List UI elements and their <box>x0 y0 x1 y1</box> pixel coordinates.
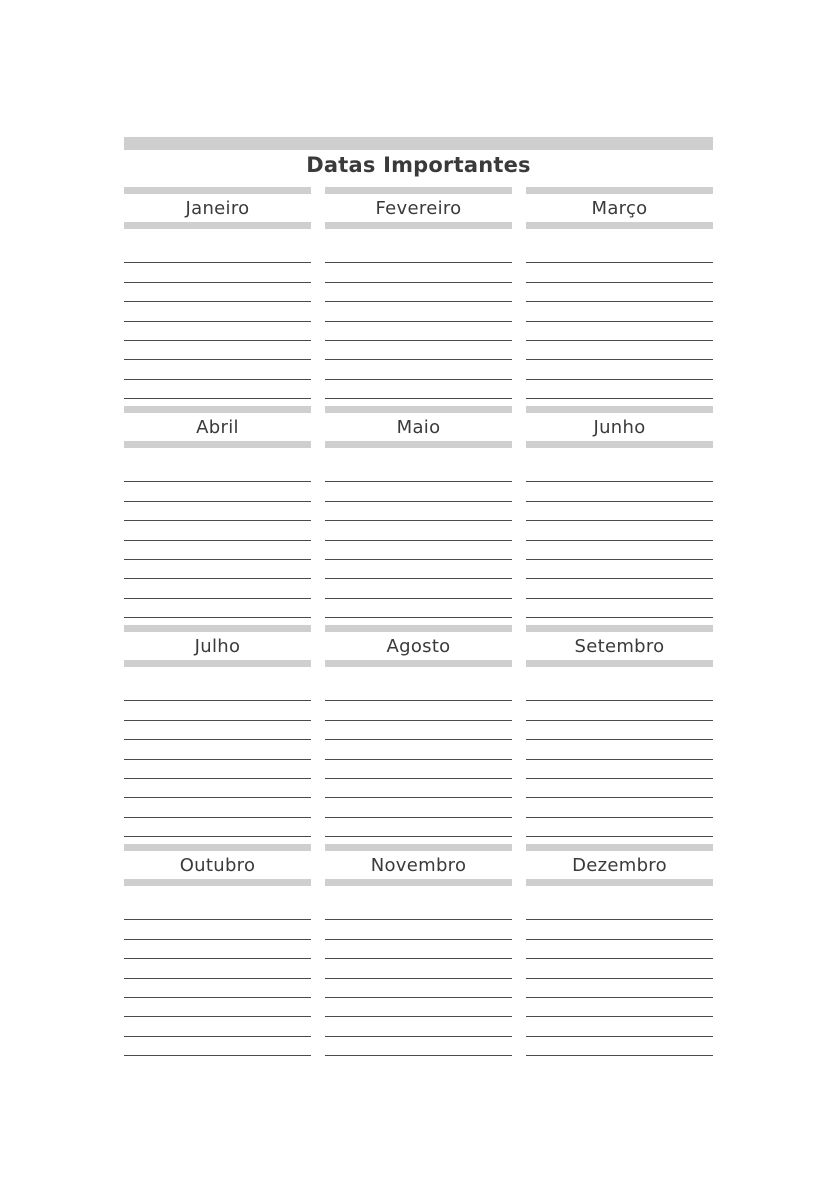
writing-line <box>124 818 311 837</box>
writing-line <box>526 244 713 263</box>
month-block-junho <box>526 406 713 625</box>
writing-lines <box>526 463 713 618</box>
month-bar-top <box>526 844 713 851</box>
month-bar-top <box>325 406 512 413</box>
month-bar-top <box>526 406 713 413</box>
writing-line <box>124 998 311 1017</box>
writing-line <box>124 541 311 560</box>
writing-line <box>325 760 512 779</box>
writing-lines <box>325 463 512 618</box>
writing-line <box>124 1017 311 1036</box>
writing-line <box>325 998 512 1017</box>
writing-lines <box>526 682 713 837</box>
writing-line <box>325 521 512 540</box>
writing-line <box>325 283 512 302</box>
month-name: Setembro <box>574 636 665 657</box>
writing-line <box>526 998 713 1017</box>
writing-line <box>325 579 512 598</box>
writing-line <box>526 920 713 939</box>
writing-line <box>526 979 713 998</box>
writing-line <box>325 380 512 399</box>
writing-line <box>526 360 713 379</box>
writing-line <box>124 920 311 939</box>
writing-line <box>526 322 713 341</box>
months-grid <box>124 187 713 1063</box>
month-bar-bottom <box>325 222 512 229</box>
month-bar-top <box>325 844 512 851</box>
writing-lines <box>124 901 311 1056</box>
writing-line <box>325 979 512 998</box>
writing-line <box>526 1037 713 1056</box>
writing-line <box>124 721 311 740</box>
month-block-maio <box>325 406 512 625</box>
writing-line <box>325 1017 512 1036</box>
writing-line <box>124 482 311 501</box>
writing-line <box>124 1037 311 1056</box>
writing-lines <box>325 682 512 837</box>
writing-line <box>526 541 713 560</box>
writing-line <box>124 463 311 482</box>
writing-line <box>325 701 512 720</box>
writing-lines <box>124 682 311 837</box>
month-name: Janeiro <box>185 198 250 219</box>
writing-line <box>526 521 713 540</box>
writing-line <box>325 482 512 501</box>
month-block-novembro <box>325 844 512 1063</box>
writing-line <box>124 779 311 798</box>
month-bar-bottom <box>325 879 512 886</box>
writing-line <box>325 599 512 618</box>
writing-line <box>526 579 713 598</box>
writing-line <box>325 779 512 798</box>
writing-line <box>526 463 713 482</box>
writing-line <box>325 920 512 939</box>
writing-line <box>325 263 512 282</box>
writing-lines <box>124 463 311 618</box>
page-title: Datas Importantes <box>306 153 531 177</box>
writing-line <box>325 1037 512 1056</box>
month-name: Fevereiro <box>375 198 462 219</box>
writing-lines <box>526 901 713 1056</box>
month-name: Abril <box>196 417 239 438</box>
writing-line <box>124 263 311 282</box>
writing-line <box>124 283 311 302</box>
writing-line <box>325 818 512 837</box>
writing-line <box>124 560 311 579</box>
month-bar-top <box>526 625 713 632</box>
writing-line <box>124 341 311 360</box>
writing-line <box>325 502 512 521</box>
writing-line <box>526 798 713 817</box>
writing-line <box>124 979 311 998</box>
month-bar-top <box>124 187 311 194</box>
writing-line <box>526 283 713 302</box>
writing-line <box>325 541 512 560</box>
writing-line <box>124 244 311 263</box>
month-bar-top <box>325 187 512 194</box>
writing-line <box>124 322 311 341</box>
writing-line <box>124 599 311 618</box>
writing-line <box>526 721 713 740</box>
writing-line <box>526 502 713 521</box>
month-bar-top <box>124 406 311 413</box>
writing-line <box>325 901 512 920</box>
writing-line <box>124 701 311 720</box>
writing-line <box>325 244 512 263</box>
writing-line <box>124 740 311 759</box>
writing-line <box>526 1017 713 1036</box>
month-name: Outubro <box>179 855 256 876</box>
month-bar-bottom <box>526 660 713 667</box>
writing-line <box>124 380 311 399</box>
writing-line <box>325 360 512 379</box>
writing-line <box>526 779 713 798</box>
writing-line <box>526 901 713 920</box>
month-bar-bottom <box>526 879 713 886</box>
writing-lines <box>124 244 311 399</box>
writing-line <box>526 682 713 701</box>
writing-line <box>124 682 311 701</box>
writing-line <box>124 959 311 978</box>
writing-line <box>526 818 713 837</box>
writing-lines <box>325 901 512 1056</box>
month-bar-bottom <box>526 222 713 229</box>
month-bar-top <box>124 625 311 632</box>
writing-line <box>526 263 713 282</box>
month-bar-bottom <box>325 441 512 448</box>
month-name: Agosto <box>386 636 451 657</box>
month-name: Julho <box>194 636 241 657</box>
month-bar-top <box>526 187 713 194</box>
month-name: Dezembro <box>572 855 667 876</box>
writing-line <box>325 740 512 759</box>
month-bar-bottom <box>526 441 713 448</box>
writing-line <box>124 901 311 920</box>
writing-line <box>124 579 311 598</box>
writing-line <box>124 521 311 540</box>
month-bar-bottom <box>124 222 311 229</box>
month-block-marco <box>526 187 713 406</box>
month-name: Novembro <box>370 855 467 876</box>
writing-line <box>325 682 512 701</box>
writing-line <box>325 341 512 360</box>
writing-line <box>526 740 713 759</box>
month-block-abril <box>124 406 311 625</box>
month-block-dezembro <box>526 844 713 1063</box>
writing-line <box>526 599 713 618</box>
writing-line <box>526 560 713 579</box>
writing-line <box>124 502 311 521</box>
header-bar <box>124 137 713 150</box>
writing-line <box>325 302 512 321</box>
writing-line <box>526 959 713 978</box>
month-name: Março <box>591 198 648 219</box>
writing-line <box>325 721 512 740</box>
writing-lines <box>325 244 512 399</box>
month-bar-bottom <box>124 660 311 667</box>
month-block-julho <box>124 625 311 844</box>
writing-line <box>325 798 512 817</box>
month-block-agosto <box>325 625 512 844</box>
writing-line <box>124 940 311 959</box>
month-block-fevereiro <box>325 187 512 406</box>
writing-line <box>124 760 311 779</box>
month-bar-bottom <box>124 441 311 448</box>
month-bar-top <box>325 625 512 632</box>
writing-line <box>325 940 512 959</box>
month-name: Maio <box>396 417 441 438</box>
month-bar-bottom <box>325 660 512 667</box>
writing-line <box>526 302 713 321</box>
writing-line <box>325 322 512 341</box>
writing-line <box>325 560 512 579</box>
month-block-janeiro <box>124 187 311 406</box>
writing-line <box>526 701 713 720</box>
writing-line <box>526 482 713 501</box>
month-block-setembro <box>526 625 713 844</box>
month-bar-bottom <box>124 879 311 886</box>
writing-line <box>124 302 311 321</box>
writing-line <box>124 360 311 379</box>
planner-sheet <box>124 137 713 1063</box>
writing-line <box>526 940 713 959</box>
writing-lines <box>526 244 713 399</box>
writing-line <box>325 463 512 482</box>
writing-line <box>526 760 713 779</box>
writing-line <box>325 959 512 978</box>
writing-line <box>124 798 311 817</box>
month-name: Junho <box>593 417 646 438</box>
month-block-outubro <box>124 844 311 1063</box>
month-bar-top <box>124 844 311 851</box>
writing-line <box>526 380 713 399</box>
writing-line <box>526 341 713 360</box>
